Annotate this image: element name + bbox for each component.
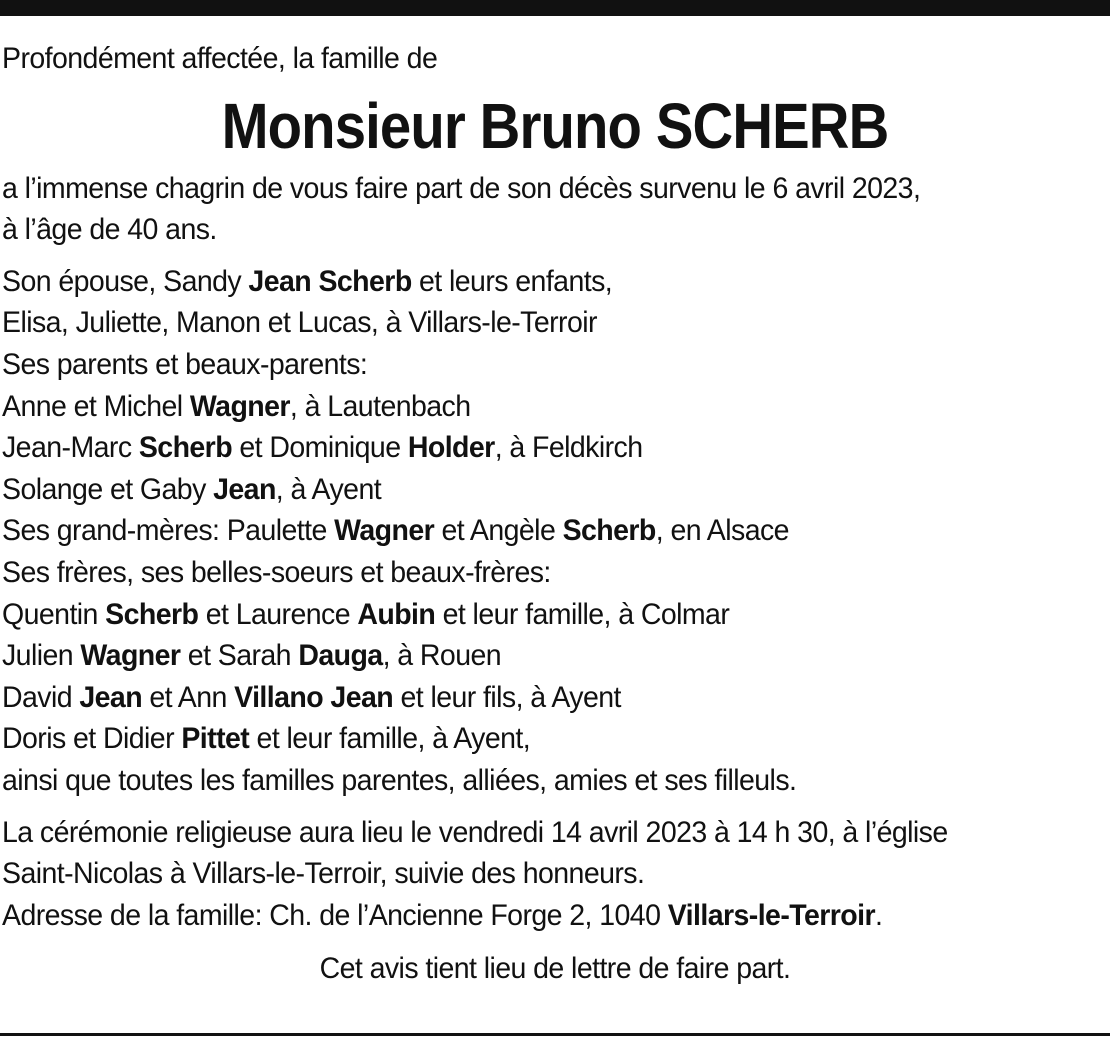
text-segment: Jean-Marc: [2, 431, 139, 465]
text-segment: et Angèle: [434, 514, 563, 548]
family-surname: Scherb: [138, 431, 233, 465]
family-others-line: ainsi que toutes les familles parentes, alliées, amies et ses filleuls.: [2, 763, 797, 797]
text-segment: et Ann: [142, 680, 235, 714]
family-parents-line: [2, 469, 1053, 511]
family-sibling-line: [2, 594, 1053, 636]
text-segment: , à Ayent: [275, 472, 382, 506]
family-children-line: Elisa, Juliette, Manon et Lucas, à Villars-le-Terroir: [2, 306, 597, 340]
siblings-heading: Ses frères, ses belles-soeurs et beaux-frères:: [2, 555, 551, 589]
text-segment: , à Rouen: [382, 639, 502, 673]
text-segment: Quentin: [2, 597, 106, 631]
family-parents-line: [2, 427, 1053, 469]
family-surname: Wagner: [80, 639, 181, 673]
family-surname: Pittet: [181, 722, 250, 756]
text-segment: David: [2, 680, 80, 714]
announcement-line-2: à l’âge de 40 ans.: [2, 213, 217, 247]
text-segment: .: [875, 898, 883, 932]
family-surname: Scherb: [105, 597, 199, 631]
text-segment: et leur fils, à Ayent: [393, 680, 621, 714]
obituary-notice: [2, 38, 1108, 990]
ceremony-line-2: Saint-Nicolas à Villars-le-Terroir, suivie des honneurs.: [2, 857, 645, 891]
family-surname: Wagner: [334, 514, 435, 548]
address-place: Villars-le-Terroir: [667, 898, 876, 932]
family-grandmothers-line: [2, 510, 1053, 552]
intro-line: Profondément affectée, la famille de: [2, 42, 438, 75]
family-parents-line: [2, 386, 1053, 428]
paragraph-gap: [2, 802, 1108, 812]
text-segment: Adresse de la famille: Ch. de l’Ancienne Forge 2, 1040: [2, 898, 668, 932]
family-surname: Jean: [79, 680, 143, 714]
text-segment: , à Lautenbach: [289, 389, 471, 423]
text-segment: et Dominique: [232, 431, 408, 465]
family-surname: Jean: [213, 472, 276, 506]
family-surname: Wagner: [189, 389, 290, 423]
text-segment: et Sarah: [180, 639, 299, 673]
parents-heading: Ses parents et beaux-parents:: [2, 347, 368, 381]
text-segment: Julien: [2, 639, 81, 673]
family-surname: Scherb: [562, 514, 656, 548]
text-segment: et leur famille, à Ayent,: [249, 722, 531, 756]
bottom-border-rule: [0, 1033, 1110, 1036]
text-segment: , en Alsace: [655, 514, 789, 548]
family-sibling-line: [2, 718, 1053, 760]
text-segment: Ses grand-mères: Paulette: [2, 514, 335, 548]
family-surname: Holder: [407, 431, 495, 465]
top-border-rule: [0, 0, 1110, 16]
text-segment: , à Feldkirch: [494, 431, 643, 465]
closing-line: Cet avis tient lieu de lettre de faire part.: [319, 952, 791, 986]
text-segment: Son épouse, Sandy: [2, 264, 249, 298]
family-spouse-line: [2, 261, 1053, 303]
family-address-line: [2, 895, 1053, 937]
text-segment: et leurs enfants,: [411, 264, 613, 298]
announcement-line-1: a l’immense chagrin de vous faire part de son décès survenu le 6 avril 2023,: [2, 171, 921, 205]
deceased-name: Monsieur Bruno SCHERB: [221, 89, 889, 162]
family-surname: Jean Scherb: [248, 264, 412, 298]
family-surname: Villano Jean: [234, 680, 394, 714]
text-segment: Solange et Gaby: [2, 472, 214, 506]
text-segment: Anne et Michel: [2, 389, 190, 423]
family-surname: Dauga: [298, 639, 383, 673]
text-segment: Doris et Didier: [2, 722, 182, 756]
text-segment: et Laurence: [198, 597, 358, 631]
text-segment: et leur famille, à Colmar: [435, 597, 730, 631]
ceremony-line-1: La cérémonie religieuse aura lieu le vendredi 14 avril 2023 à 14 h 30, à l’église: [2, 815, 948, 849]
family-sibling-line: [2, 677, 1053, 719]
family-sibling-line: [2, 635, 1053, 677]
paragraph-gap: [2, 251, 1108, 261]
family-surname: Aubin: [357, 597, 436, 631]
